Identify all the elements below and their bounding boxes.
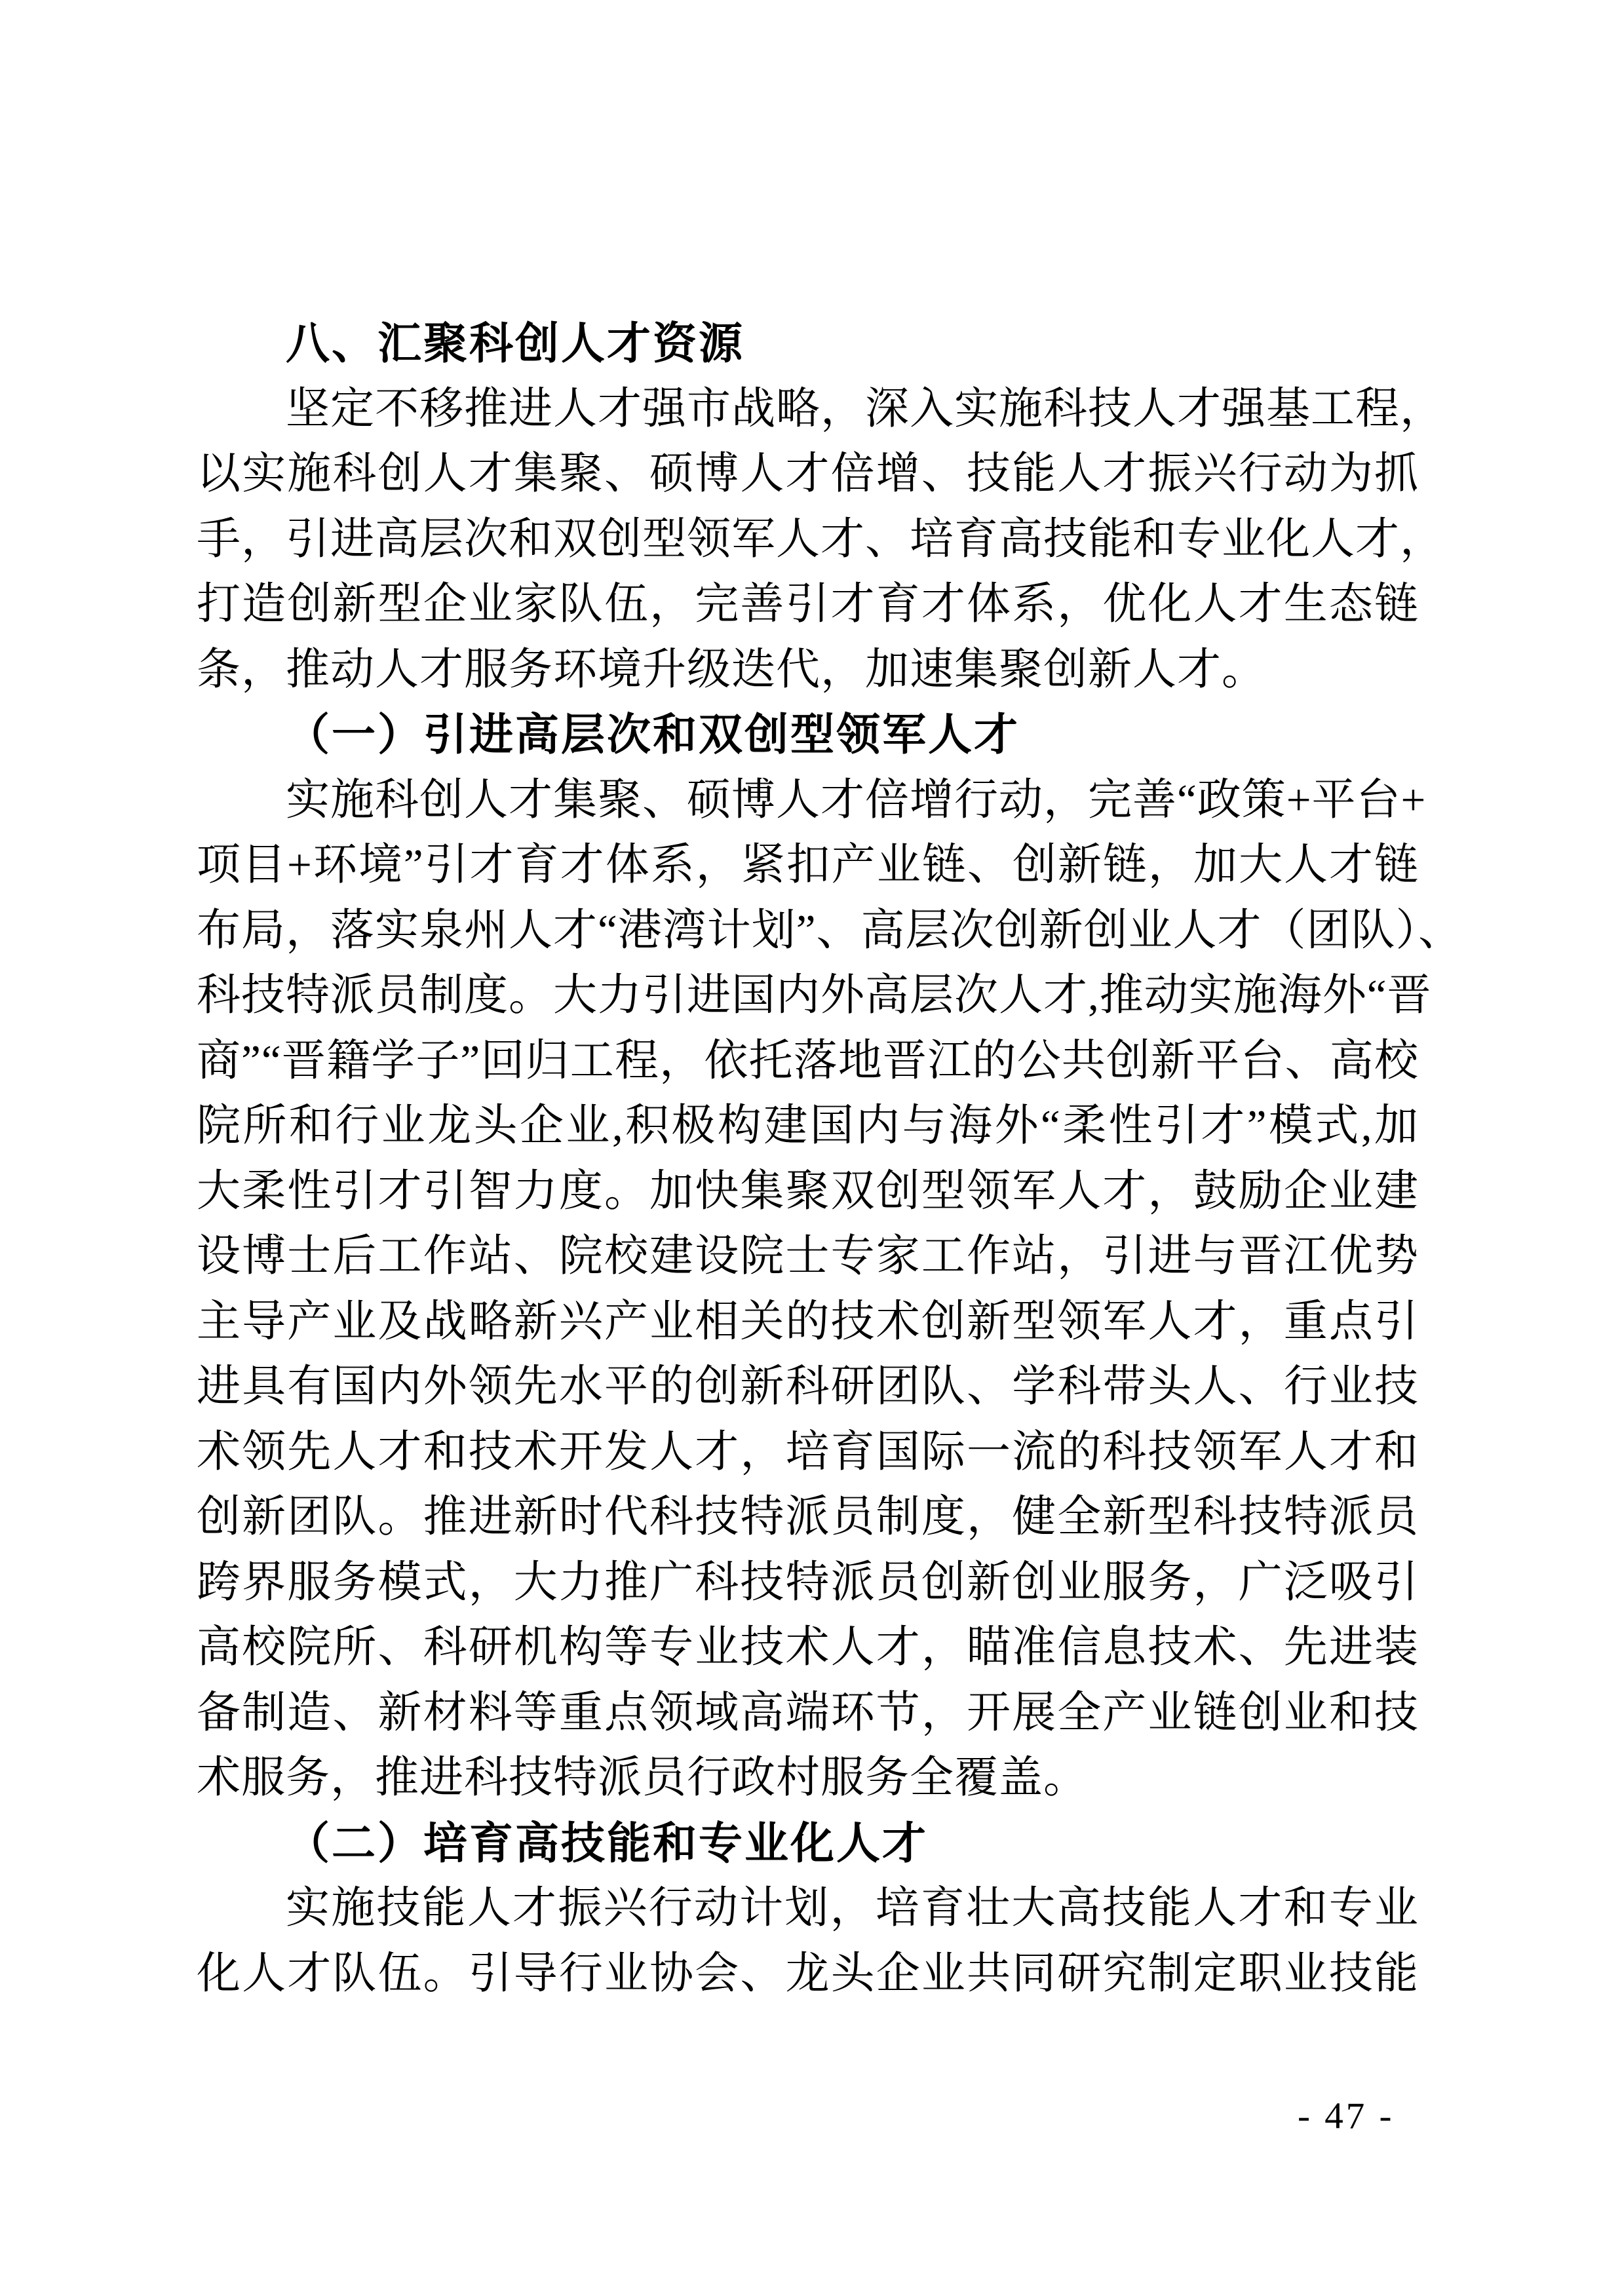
text-line: 进具有国内外领先水平的创新科研团队、学科带头人、行业技	[197, 1362, 1419, 1411]
text-line: 跨界服务模式，大力推广科技特派员创新创业服务，广泛吸引	[197, 1558, 1419, 1607]
heading-line: （一）引进高层次和双创型领军人才	[286, 710, 1020, 759]
heading-line: （二）培育高技能和专业化人才	[286, 1818, 928, 1868]
text-line: 高校院所、科研机构等专业技术人才，瞄准信息技术、先进装	[197, 1623, 1419, 1672]
text-line: 院所和行业龙头企业,积极构建国内与海外“柔性引才”模式,加	[197, 1101, 1419, 1150]
text-line: 项目+环境”引才育才体系，紧扣产业链、创新链，加大人才链	[197, 841, 1419, 889]
text-line: 商”“晋籍学子”回归工程，依托落地晋江的公共创新平台、高校	[197, 1036, 1419, 1085]
text-line: 布局，落实泉州人才“港湾计划”、高层次创新创业人才（团队）、	[197, 906, 1463, 955]
text-line: 术领先人才和技术开发人才，培育国际一流的科技领军人才和	[197, 1427, 1419, 1476]
text-line: 科技特派员制度。大力引进国内外高层次人才,推动实施海外“晋	[197, 971, 1432, 1020]
text-line: 术服务，推进科技特派员行政村服务全覆盖。	[197, 1753, 1088, 1802]
text-line: 坚定不移推进人才强市战略，深入实施科技人才强基工程，	[286, 384, 1444, 433]
text-line: 手，引进高层次和双创型领军人才、培育高技能和专业化人才，	[197, 514, 1444, 564]
text-line: 实施科创人才集聚、硕博人才倍增行动，完善“政策+平台+	[286, 775, 1427, 824]
text-line: 条，推动人才服务环境升级迭代，加速集聚创新人才。	[197, 645, 1266, 694]
text-line: 备制造、新材料等重点领域高端环节，开展全产业链创业和技	[197, 1688, 1419, 1737]
text-line: 创新团队。推进新时代科技特派员制度，健全新型科技特派员	[197, 1493, 1419, 1541]
text-line: 主导产业及战略新兴产业相关的技术创新型领军人才，重点引	[197, 1297, 1419, 1346]
text-line: 打造创新型企业家队伍，完善引才育才体系，优化人才生态链	[197, 580, 1419, 628]
text-line: 大柔性引才引智力度。加快集聚双创型领军人才，鼓励企业建	[197, 1166, 1419, 1215]
text-line: 设博士后工作站、院校建设院士专家工作站，引进与晋江优势	[197, 1232, 1419, 1280]
text-line: 以实施科创人才集聚、硕博人才倍增、技能人才振兴行动为抓	[197, 450, 1419, 498]
page-number: - 47 -	[1298, 2095, 1395, 2137]
text-line: 实施技能人才振兴行动计划，培育壮大高技能人才和专业	[286, 1884, 1419, 1932]
text-line: 化人才队伍。引导行业协会、龙头企业共同研究制定职业技能	[197, 1949, 1419, 1998]
document-body	[197, 311, 1463, 2006]
heading-line: 八、汇聚科创人才资源	[286, 319, 744, 368]
